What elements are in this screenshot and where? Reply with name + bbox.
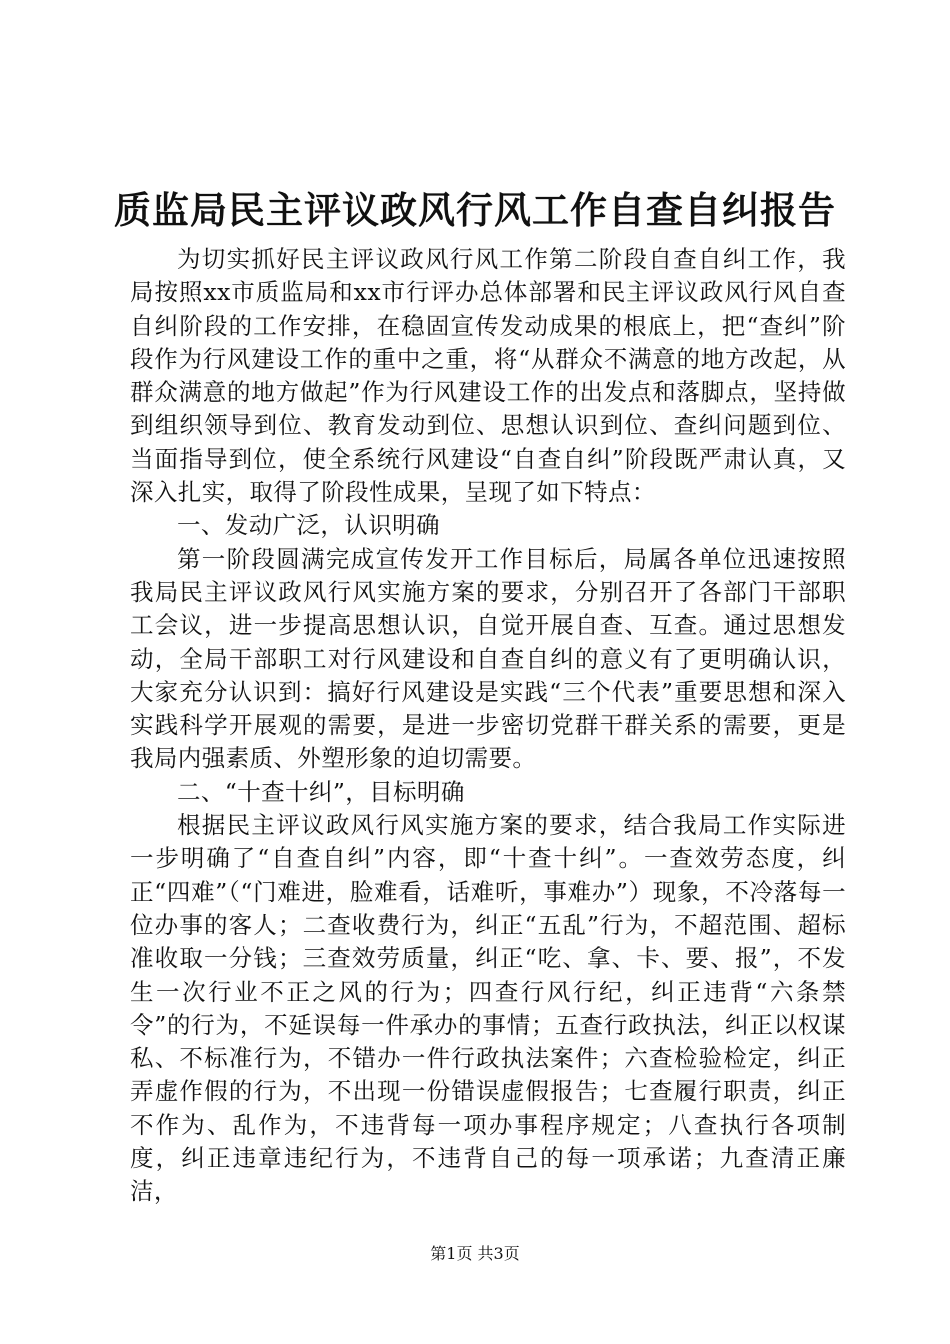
- section-heading-2: 二、“十查十纠”，目标明确: [177, 777, 465, 806]
- section-heading-1: 一、发动广泛，认识明确: [177, 511, 440, 540]
- paragraph-intro: 为切实抓好民主评议政风行风工作第二阶段自查自纠工作，我局按照xx市质监局和xx市行评办总体部署和民主评议政风行风自查自纠阶段的工作安排，在稳固宣传发动成果的根底上，把“查纠”阶段作为行风建设工作的重中之重，将“从群众不满意的地方改起，从群众满意的地方做起”作为行风建设工作的出发点和落脚点，坚持做到组织领导到位、教育发动到位、思想认识到位、查纠问题到位、当面指导到位，使全系统行风建设“自查自纠”阶段既严肃认真，又深入扎实，取得了阶段性成果，呈现了如下特点：: [130, 245, 846, 507]
- page-footer: 第1页 共3页: [430, 1244, 520, 1263]
- paragraph-section-1: 第一阶段圆满完成宣传发开工作目标后，局属各单位迅速按照我局民主评议政风行风实施方案的要求，分别召开了各部门干部职工会议，进一步提高思想认识，自觉开展自查、互查。通过思想发动，全局干部职工对行风建设和自查自纠的意义有了更明确认识，大家充分认识到：搞好行风建设是实践“三个代表”重要思想和深入实践科学开展观的需要，是进一步密切党群干群关系的需要，更是我局内强素质、外塑形象的迫切需要。: [130, 544, 846, 773]
- document-body: [130, 243, 846, 1209]
- document-title: 质监局民主评议政风行风工作自查自纠报告: [114, 188, 836, 232]
- paragraph-section-2: 根据民主评议政风行风实施方案的要求，结合我局工作实际进一步明确了“自查自纠”内容，即“十查十纠”。一查效劳态度，纠正“四难”（“门难进，脸难看，话难听，事难办”）现象，不冷落每一位办事的客人；二查收费行为，纠正“五乱”行为，不超范围、超标准收取一分钱；三查效劳质量，纠正“吃、拿、卡、要、报”，不发生一次行业不正之风的行为；四查行风行纪，纠正违背“六条禁令”的行为，不延误每一件承办的事情；五查行政执法，纠正以权谋私、不标准行为，不错办一件行政执法案件；六查检验检定，纠正弄虚作假的行为，不出现一份错误虚假报告；七查履行职责，纠正不作为、乱作为，不违背每一项办事程序规定；八查执行各项制度，纠正违章违纪行为，不违背自己的每一项承诺；九查清正廉洁，: [130, 811, 846, 1206]
